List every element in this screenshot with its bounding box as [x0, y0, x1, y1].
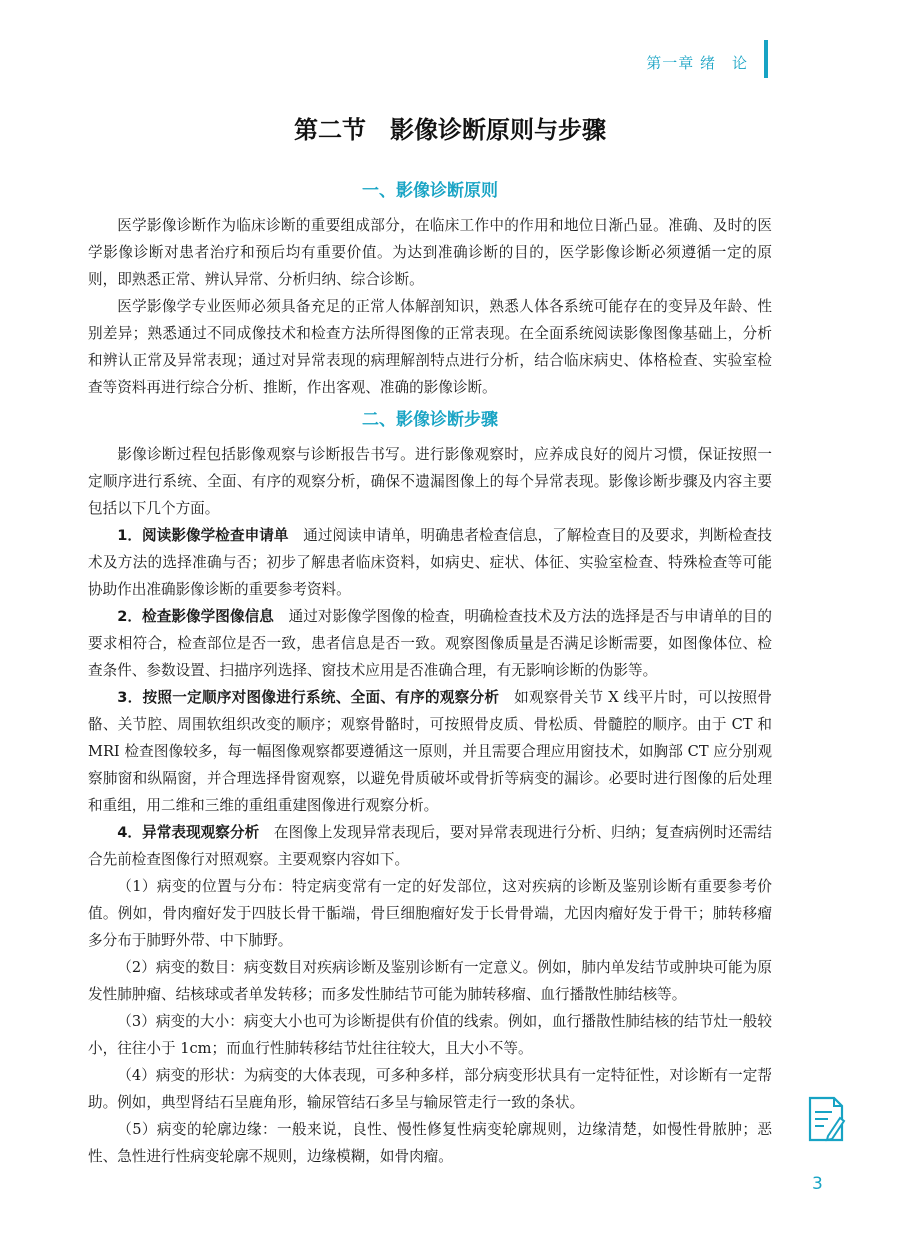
- paragraph: 医学影像诊断作为临床诊断的重要组成部分，在临床工作中的作用和地位日渐凸显。准确、及时的医学影像诊断对患者治疗和预后均有重要价值。为达到准确诊断的目的，医学影像诊断必须遵循一定的原则，即熟悉正常、辨认异常、分析归纳、综合诊断。: [88, 217, 772, 288]
- step-lead: 3．按照一定顺序对图像进行系统、全面、有序的观察分析: [117, 689, 500, 706]
- running-head-bar: [764, 40, 768, 78]
- step-paragraph: [88, 684, 772, 819]
- step-text: 通过阅读申请单，明确患者检查信息，了解检查目的及要求，判断检查技术及方法的选择准确与否；初步了解患者临床资料，如病史、症状、体征、实验室检查、特殊检查等可能协助作出准确影像诊断的重要参考资料。: [88, 527, 772, 598]
- step-paragraph: [88, 522, 772, 603]
- list-item: （3）病变的大小：病变大小也可为诊断提供有价值的线索。例如，血行播散性肺结核的结节灶一般较小，往往小于 1cm；而血行性肺转移结节灶往往较大，且大小不等。: [88, 1013, 772, 1057]
- paragraph: 影像诊断过程包括影像观察与诊断报告书写。进行影像观察时，应养成良好的阅片习惯，保证按照一定顺序进行系统、全面、有序的观察分析，确保不遗漏图像上的每个异常表现。影像诊断步骤及内容主要包括以下几个方面。: [88, 446, 772, 517]
- subhead-principles: 一、影像诊断原则: [362, 181, 498, 201]
- step-text: 在图像上发现异常表现后，要对异常表现进行分析、归纳；复查病例时还需结合先前检查图像行对照观察。主要观察内容如下。: [88, 824, 772, 868]
- body-content: [88, 176, 772, 1170]
- paragraph: 医学影像学专业医师必须具备充足的正常人体解剖知识，熟悉人体各系统可能存在的变异及年龄、性别差异；熟悉通过不同成像技术和检查方法所得图像的正常表现。在全面系统阅读影像图像基础上，分析和辨认正常及异常表现；通过对异常表现的病理解剖特点进行分析，结合临床病史、体格检查、实验室检查等资料再进行综合分析、推断，作出客观、准确的影像诊断。: [88, 298, 772, 396]
- list-item: （5）病变的轮廓边缘：一般来说，良性、慢性修复性病变轮廓规则，边缘清楚，如慢性骨脓肿；恶性、急性进行性病变轮廓不规则，边缘模糊，如骨肉瘤。: [88, 1121, 772, 1165]
- list-item: （1）病变的位置与分布：特定病变常有一定的好发部位，这对疾病的诊断及鉴别诊断有重要参考价值。例如，骨肉瘤好发于四肢长骨干骺端，骨巨细胞瘤好发于长骨骨端，尤因肉瘤好发于骨干；肺转移瘤多分布于肺野外带、中下肺野。: [88, 878, 772, 949]
- subhead-steps: 二、影像诊断步骤: [362, 410, 498, 430]
- list-item: （4）病变的形状：为病变的大体表现，可多种多样，部分病变形状具有一定特征性，对诊断有一定帮助。例如，典型肾结石呈鹿角形，输尿管结石多呈与输尿管走行一致的条状。: [88, 1067, 772, 1111]
- list-item: （2）病变的数目：病变数目对疾病诊断及鉴别诊断有一定意义。例如，肺内单发结节或肿块可能为原发性肺肿瘤、结核球或者单发转移；而多发性肺结节可能为肺转移瘤、血行播散性肺结核等。: [88, 959, 772, 1003]
- step-lead: 2．检查影像学图像信息: [117, 608, 274, 625]
- notes-pencil-icon: [806, 1096, 846, 1142]
- step-lead: 4．异常表现观察分析: [117, 824, 260, 841]
- step-paragraph: [88, 603, 772, 684]
- running-head-chapter: 第一章 绪 论: [646, 54, 748, 72]
- step-paragraph: [88, 819, 772, 873]
- section-title: 第二节 影像诊断原则与步骤: [294, 116, 606, 144]
- step-text: 通过对影像学图像的检查，明确检查技术及方法的选择是否与申请单的目的要求相符合，检查部位是否一致，患者信息是否一致。观察图像质量是否满足诊断需要，如图像体位、检查条件、参数设置、扫描序列选择、窗技术应用是否准确合理，有无影响诊断的伪影等。: [88, 608, 772, 679]
- step-text: 如观察骨关节 X 线平片时，可以按照骨骼、关节腔、周围软组织改变的顺序；观察骨骼时，可按照骨皮质、骨松质、骨髓腔的顺序。由于 CT 和 MRI 检查图像较多，每一幅图像观察都要遵循这一原则，并且需要合理应用窗技术，如胸部 CT 应分别观察肺窗和纵隔窗，并合理选择骨窗观察，以避免骨质破坏或骨折等病变的漏诊。必要时进行图像的后处理和重组，用二维和三维的重组重建图像进行观察分析。: [88, 689, 772, 814]
- step-lead: 1．阅读影像学检查申请单: [117, 527, 289, 544]
- page-number: 3: [812, 1174, 823, 1194]
